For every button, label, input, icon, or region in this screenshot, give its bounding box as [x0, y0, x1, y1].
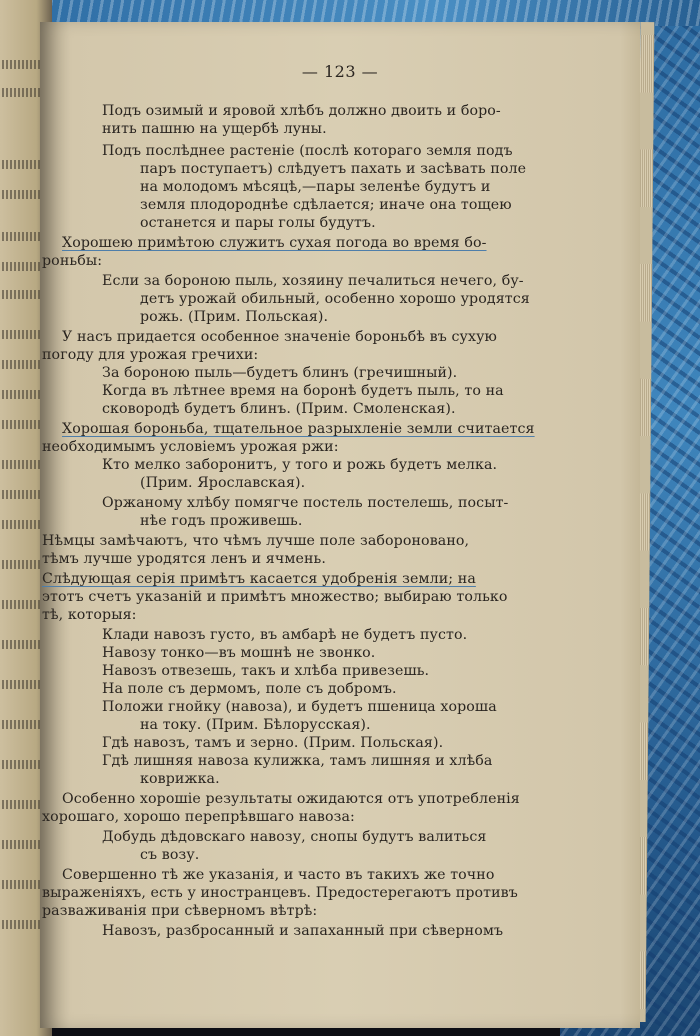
- text-line: хорошаго, хорошо перепрѣвшаго навоза:: [42, 809, 355, 825]
- book-page: [40, 22, 640, 1028]
- text-line: коврижка.: [140, 771, 220, 787]
- text-line: Слѣдующая серія примѣтъ касается удобренія земли; на: [42, 571, 476, 587]
- text-line: Подъ послѣднее растеніе (послѣ котораго земля подъ: [102, 143, 513, 159]
- text-line: рожь. (Прим. Польская).: [140, 309, 329, 325]
- text-line: выраженіяхъ, есть у иностранцевъ. Предостерегаютъ противъ: [42, 885, 518, 901]
- text-line: Хорошею примѣтою служитъ сухая погода во время бо-: [62, 235, 487, 251]
- text-line: За бороною пыль—будетъ блинъ (гречишный).: [102, 365, 458, 381]
- text-line: тѣ, которыя:: [42, 607, 137, 623]
- page-text: [40, 22, 640, 1028]
- text-line: роньбы:: [42, 253, 103, 269]
- text-line: останется и пары голы будутъ.: [140, 215, 376, 231]
- text-line: Навозъ отвезешь, такъ и хлѣба привезешь.: [102, 663, 430, 679]
- text-line: На поле съ дермомъ, поле съ добромъ.: [102, 681, 397, 697]
- text-line: Гдѣ навозъ, тамъ и зерно. (Прим. Польская).: [102, 735, 444, 751]
- text-line: Навозу тонко—въ мошнѣ не звонко.: [102, 645, 376, 661]
- text-line: земля плодороднѣе сдѣлается; иначе она тощею: [140, 197, 512, 213]
- text-line: на току. (Прим. Бѣлорусская).: [140, 717, 371, 733]
- text-line: (Прим. Ярославская).: [140, 475, 306, 491]
- text-line: необходимымъ условіемъ урожая ржи:: [42, 439, 339, 455]
- text-line: Оржаному хлѣбу помягче постель постелешь, посыт-: [102, 495, 509, 511]
- text-line: У насъ придается особенное значеніе бороньбѣ въ сухую: [62, 329, 497, 345]
- text-line: Клади навозъ густо, въ амбарѣ не будетъ пусто.: [102, 627, 468, 643]
- text-line: нѣе годъ проживешь.: [140, 513, 303, 529]
- text-line: Нѣмцы замѣчаютъ, что чѣмъ лучше поле заборонованo,: [42, 533, 470, 549]
- text-line: съ возу.: [140, 847, 200, 863]
- text-line: паръ поступаетъ) слѣдуетъ пахать и засѣвать поле: [140, 161, 527, 177]
- text-line: тѣмъ лучше уродятся ленъ и ячмень.: [42, 551, 326, 567]
- page-number: — 123 —: [301, 62, 379, 81]
- text-line: разваживанія при сѣверномъ вѣтрѣ:: [42, 903, 318, 919]
- text-line: детъ урожай обильный, особенно хорошо уродятся: [140, 291, 530, 307]
- text-line: Когда въ лѣтнее время на боронѣ будетъ пыль, то на: [102, 383, 504, 399]
- text-line: Кто мелко заборонитъ, у того и рожь будетъ мелка.: [102, 457, 498, 473]
- text-line: погоду для урожая гречихи:: [42, 347, 259, 363]
- text-line: нить пашню на ущербѣ луны.: [102, 121, 327, 137]
- text-line: Совершенно тѣ же указанія, и часто въ такихъ же точно: [62, 867, 495, 883]
- text-line: Подъ озимый и яровой хлѣбъ должно двоить и боро-: [102, 103, 501, 119]
- text-line: Гдѣ лишняя навоза кулижка, тамъ лишняя и хлѣба: [102, 753, 493, 769]
- text-line: Хорошая бороньба, тщательное разрыхленіе земли считается: [62, 421, 535, 437]
- text-line: Особенно хорошіе результаты ожидаются отъ употребленія: [62, 791, 520, 807]
- text-line: Положи гнойку (навоза), и будетъ пшеница хороша: [102, 699, 497, 715]
- text-line: Добудь дѣдовскаго навозу, снопы будутъ валиться: [102, 829, 487, 845]
- text-line: Навозъ, разбросанный и запаханный при сѣверномъ: [102, 923, 504, 939]
- text-line: сковородѣ будетъ блинъ. (Прим. Смоленская).: [102, 401, 456, 417]
- text-line: этотъ счетъ указаній и примѣтъ множество; выбираю только: [42, 589, 508, 605]
- text-line: Если за бороною пыль, хозяину печалиться нечего, бу-: [102, 273, 524, 289]
- text-line: на молодомъ мѣсяцѣ,—пары зеленѣе будутъ и: [140, 179, 491, 195]
